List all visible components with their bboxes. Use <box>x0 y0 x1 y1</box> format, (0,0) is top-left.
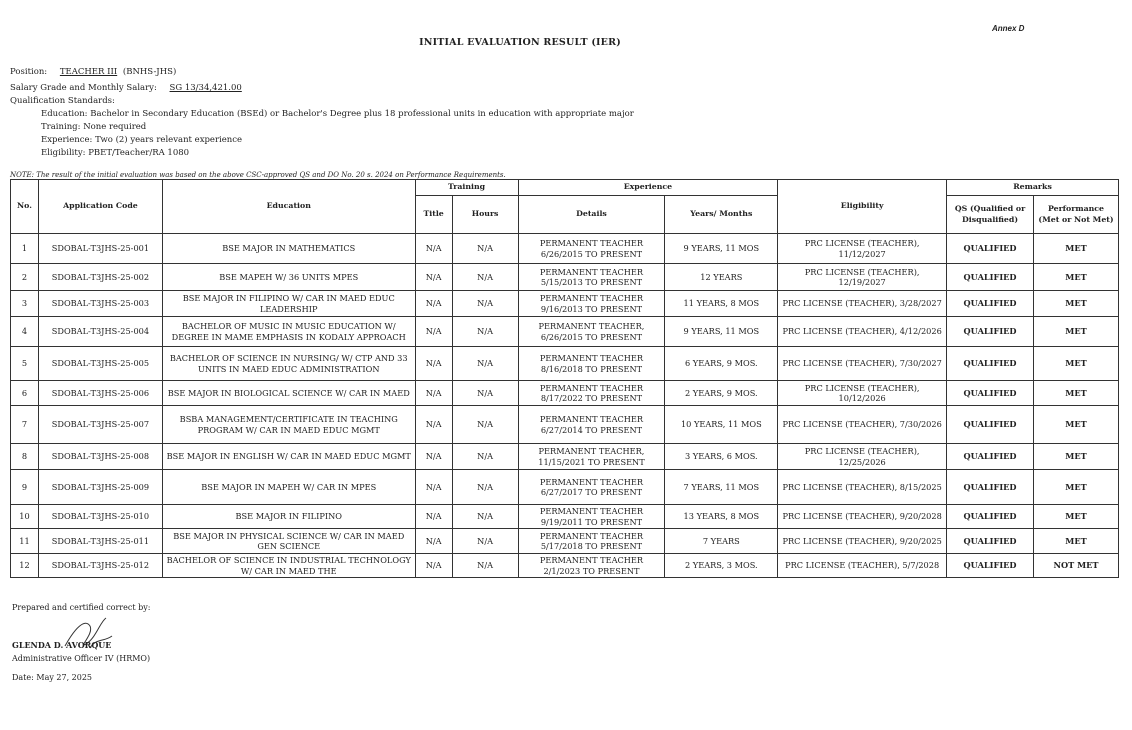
cell-hours: N/A <box>452 381 518 406</box>
cell-performance: MET <box>1034 505 1119 529</box>
cell-education: BSE MAJOR IN FILIPINO W/ CAR IN MAED EDUC LEADERSHIP <box>162 291 415 317</box>
cell-title: N/A <box>415 381 452 406</box>
cell-title: N/A <box>415 291 452 317</box>
cell-no: 11 <box>11 529 39 554</box>
cell-eligibility: PRC LICENSE (TEACHER), 4/12/2026 <box>778 317 947 347</box>
cell-details: PERMANENT TEACHER, 11/15/2021 TO PRESENT <box>518 444 665 470</box>
cell-qs: QUALIFIED <box>947 291 1034 317</box>
cell-no: 4 <box>11 317 39 347</box>
cell-no: 5 <box>11 347 39 381</box>
cell-qs: QUALIFIED <box>947 505 1034 529</box>
signatory-date: Date: May 27, 2025 <box>12 673 93 682</box>
header-no: No. <box>11 180 39 234</box>
signatory-position: Administrative Officer IV (HRMO) <box>12 654 151 663</box>
cell-no: 6 <box>11 381 39 406</box>
cell-education: BSE MAJOR IN MAPEH W/ CAR IN MPES <box>162 470 415 505</box>
table-row <box>11 264 1119 291</box>
cell-education: BACHELOR OF SCIENCE IN NURSING/ W/ CTP AND 33 UNITS IN MAED EDUC ADMINISTRATION <box>162 347 415 381</box>
cell-hours: N/A <box>452 234 518 264</box>
qs-label: Qualification Standards: <box>10 96 115 106</box>
header-education: Education <box>162 180 415 234</box>
cell-years: 11 YEARS, 8 MOS <box>665 291 778 317</box>
cell-years: 9 YEARS, 11 MOS <box>665 234 778 264</box>
cell-qs: QUALIFIED <box>947 470 1034 505</box>
salary-value: SG 13/34,421.00 <box>169 83 242 93</box>
table-row <box>11 234 1119 264</box>
cell-eligibility: PRC LICENSE (TEACHER), 10/12/2026 <box>778 381 947 406</box>
cell-no: 7 <box>11 406 39 444</box>
header-training: Training <box>415 180 518 196</box>
cell-no: 1 <box>11 234 39 264</box>
cell-code: SDOBAL-T3JHS-25-008 <box>38 444 162 470</box>
qs-education: Education: Bachelor in Secondary Education (BSEd) or Bachelor's Degree plus 18 professional units in education with appropriate major <box>41 109 634 119</box>
cell-education: BSE MAJOR IN FILIPINO <box>162 505 415 529</box>
cell-title: N/A <box>415 317 452 347</box>
cell-performance: MET <box>1034 264 1119 291</box>
cell-years: 9 YEARS, 11 MOS <box>665 317 778 347</box>
prepared-by-label: Prepared and certified correct by: <box>12 603 151 612</box>
cell-no: 8 <box>11 444 39 470</box>
cell-hours: N/A <box>452 264 518 291</box>
cell-code: SDOBAL-T3JHS-25-003 <box>38 291 162 317</box>
cell-hours: N/A <box>452 444 518 470</box>
cell-years: 7 YEARS, 11 MOS <box>665 470 778 505</box>
cell-title: N/A <box>415 347 452 381</box>
cell-details: PERMANENT TEACHER 2/1/2023 TO PRESENT <box>518 554 665 578</box>
table-row <box>11 444 1119 470</box>
qs-block <box>10 95 634 160</box>
cell-eligibility: PRC LICENSE (TEACHER), 7/30/2026 <box>778 406 947 444</box>
cell-years: 3 YEARS, 6 MOS. <box>665 444 778 470</box>
cell-code: SDOBAL-T3JHS-25-001 <box>38 234 162 264</box>
cell-eligibility: PRC LICENSE (TEACHER), 9/20/2025 <box>778 529 947 554</box>
cell-performance: MET <box>1034 529 1119 554</box>
cell-code: SDOBAL-T3JHS-25-012 <box>38 554 162 578</box>
cell-qs: QUALIFIED <box>947 347 1034 381</box>
evaluation-table <box>10 179 1119 578</box>
header-performance: Performance (Met or Not Met) <box>1034 196 1119 234</box>
cell-code: SDOBAL-T3JHS-25-004 <box>38 317 162 347</box>
cell-performance: MET <box>1034 317 1119 347</box>
header-hours: Hours <box>452 196 518 234</box>
note: NOTE: The result of the initial evaluation was based on the above CSC-approved QS and DO No. 20 s. 2024 on Performance Requirements. <box>10 171 506 179</box>
cell-title: N/A <box>415 444 452 470</box>
table-row <box>11 381 1119 406</box>
cell-years: 7 YEARS <box>665 529 778 554</box>
header-years: Years/ Months <box>665 196 778 234</box>
position-line <box>10 66 176 79</box>
cell-details: PERMANENT TEACHER 6/27/2014 TO PRESENT <box>518 406 665 444</box>
cell-years: 6 YEARS, 9 MOS. <box>665 347 778 381</box>
cell-years: 10 YEARS, 11 MOS <box>665 406 778 444</box>
cell-performance: MET <box>1034 406 1119 444</box>
cell-qs: QUALIFIED <box>947 234 1034 264</box>
qs-experience: Experience: Two (2) years relevant experience <box>41 135 243 145</box>
salary-line <box>10 82 242 95</box>
cell-details: PERMANENT TEACHER 6/26/2015 TO PRESENT <box>518 234 665 264</box>
cell-code: SDOBAL-T3JHS-25-007 <box>38 406 162 444</box>
cell-code: SDOBAL-T3JHS-25-005 <box>38 347 162 381</box>
cell-eligibility: PRC LICENSE (TEACHER), 8/15/2025 <box>778 470 947 505</box>
cell-education: BACHELOR OF SCIENCE IN INDUSTRIAL TECHNOLOGY W/ CAR IN MAED THE <box>162 554 415 578</box>
cell-no: 3 <box>11 291 39 317</box>
cell-hours: N/A <box>452 529 518 554</box>
cell-education: BSBA MANAGEMENT/CERTIFICATE IN TEACHING PROGRAM W/ CAR IN MAED EDUC MGMT <box>162 406 415 444</box>
table-row <box>11 505 1119 529</box>
cell-qs: QUALIFIED <box>947 317 1034 347</box>
cell-qs: QUALIFIED <box>947 529 1034 554</box>
signature-icon <box>60 608 140 658</box>
cell-eligibility: PRC LICENSE (TEACHER), 3/28/2027 <box>778 291 947 317</box>
header-qs: QS (Qualified or Disqualified) <box>947 196 1034 234</box>
cell-years: 12 YEARS <box>665 264 778 291</box>
cell-hours: N/A <box>452 470 518 505</box>
cell-qs: QUALIFIED <box>947 554 1034 578</box>
table-row <box>11 529 1119 554</box>
cell-no: 12 <box>11 554 39 578</box>
cell-education: BACHELOR OF MUSIC IN MUSIC EDUCATION W/ DEGREE IN MAME EMPHASIS IN KODALY APPROACH <box>162 317 415 347</box>
document-title: INITIAL EVALUATION RESULT (IER) <box>419 37 621 48</box>
cell-hours: N/A <box>452 505 518 529</box>
cell-hours: N/A <box>452 291 518 317</box>
cell-education: BSE MAJOR IN MATHEMATICS <box>162 234 415 264</box>
cell-performance: MET <box>1034 381 1119 406</box>
cell-education: BSE MAJOR IN BIOLOGICAL SCIENCE W/ CAR IN MAED <box>162 381 415 406</box>
header-title: Title <box>415 196 452 234</box>
cell-qs: QUALIFIED <box>947 381 1034 406</box>
cell-eligibility: PRC LICENSE (TEACHER), 9/20/2028 <box>778 505 947 529</box>
cell-eligibility: PRC LICENSE (TEACHER), 12/19/2027 <box>778 264 947 291</box>
header-details: Details <box>518 196 665 234</box>
annex-label: Annex D <box>992 24 1025 33</box>
cell-no: 10 <box>11 505 39 529</box>
cell-details: PERMANENT TEACHER 8/16/2018 TO PRESENT <box>518 347 665 381</box>
header-remarks: Remarks <box>947 180 1119 196</box>
table-row <box>11 406 1119 444</box>
cell-code: SDOBAL-T3JHS-25-002 <box>38 264 162 291</box>
cell-title: N/A <box>415 554 452 578</box>
header-eligibility: Eligibility <box>778 180 947 234</box>
cell-education: BSE MAJOR IN ENGLISH W/ CAR IN MAED EDUC MGMT <box>162 444 415 470</box>
cell-performance: MET <box>1034 470 1119 505</box>
cell-no: 9 <box>11 470 39 505</box>
cell-hours: N/A <box>452 317 518 347</box>
cell-years: 2 YEARS, 9 MOS. <box>665 381 778 406</box>
cell-eligibility: PRC LICENSE (TEACHER), 12/25/2026 <box>778 444 947 470</box>
cell-title: N/A <box>415 505 452 529</box>
cell-details: PERMANENT TEACHER 9/16/2013 TO PRESENT <box>518 291 665 317</box>
cell-performance: MET <box>1034 444 1119 470</box>
cell-qs: QUALIFIED <box>947 264 1034 291</box>
position-suffix: (BNHS-JHS) <box>122 67 177 77</box>
cell-hours: N/A <box>452 406 518 444</box>
table-row <box>11 317 1119 347</box>
table-row <box>11 554 1119 578</box>
table-row <box>11 347 1119 381</box>
cell-code: SDOBAL-T3JHS-25-010 <box>38 505 162 529</box>
position-value: TEACHER III <box>59 67 118 77</box>
cell-details: PERMANENT TEACHER 5/15/2013 TO PRESENT <box>518 264 665 291</box>
cell-eligibility: PRC LICENSE (TEACHER), 11/12/2027 <box>778 234 947 264</box>
cell-eligibility: PRC LICENSE (TEACHER), 5/7/2028 <box>778 554 947 578</box>
qs-training: Training: None required <box>41 122 147 132</box>
cell-details: PERMANENT TEACHER 5/17/2018 TO PRESENT <box>518 529 665 554</box>
cell-performance: MET <box>1034 347 1119 381</box>
cell-qs: QUALIFIED <box>947 406 1034 444</box>
cell-title: N/A <box>415 406 452 444</box>
table-row <box>11 291 1119 317</box>
cell-qs: QUALIFIED <box>947 444 1034 470</box>
cell-title: N/A <box>415 470 452 505</box>
cell-details: PERMANENT TEACHER 6/27/2017 TO PRESENT <box>518 470 665 505</box>
cell-performance: MET <box>1034 234 1119 264</box>
cell-education: BSE MAPEH W/ 36 UNITS MPES <box>162 264 415 291</box>
qs-eligibility: Eligibility: PBET/Teacher/RA 1080 <box>41 148 190 158</box>
signatory-name: GLENDA D. AVORQUE <box>12 640 112 650</box>
cell-code: SDOBAL-T3JHS-25-011 <box>38 529 162 554</box>
cell-title: N/A <box>415 529 452 554</box>
table-row <box>11 470 1119 505</box>
cell-performance: NOT MET <box>1034 554 1119 578</box>
salary-label: Salary Grade and Monthly Salary: <box>10 83 157 93</box>
cell-years: 2 YEARS, 3 MOS. <box>665 554 778 578</box>
cell-eligibility: PRC LICENSE (TEACHER), 7/30/2027 <box>778 347 947 381</box>
cell-details: PERMANENT TEACHER 8/17/2022 TO PRESENT <box>518 381 665 406</box>
cell-education: BSE MAJOR IN PHYSICAL SCIENCE W/ CAR IN MAED GEN SCIENCE <box>162 529 415 554</box>
cell-title: N/A <box>415 234 452 264</box>
cell-years: 13 YEARS, 8 MOS <box>665 505 778 529</box>
header-code: Application Code <box>38 180 162 234</box>
position-label: Position: <box>10 67 48 77</box>
cell-code: SDOBAL-T3JHS-25-006 <box>38 381 162 406</box>
header-experience: Experience <box>518 180 778 196</box>
cell-details: PERMANENT TEACHER 9/19/2011 TO PRESENT <box>518 505 665 529</box>
cell-performance: MET <box>1034 291 1119 317</box>
cell-details: PERMANENT TEACHER, 6/26/2015 TO PRESENT <box>518 317 665 347</box>
cell-hours: N/A <box>452 554 518 578</box>
cell-hours: N/A <box>452 347 518 381</box>
cell-code: SDOBAL-T3JHS-25-009 <box>38 470 162 505</box>
cell-no: 2 <box>11 264 39 291</box>
cell-title: N/A <box>415 264 452 291</box>
